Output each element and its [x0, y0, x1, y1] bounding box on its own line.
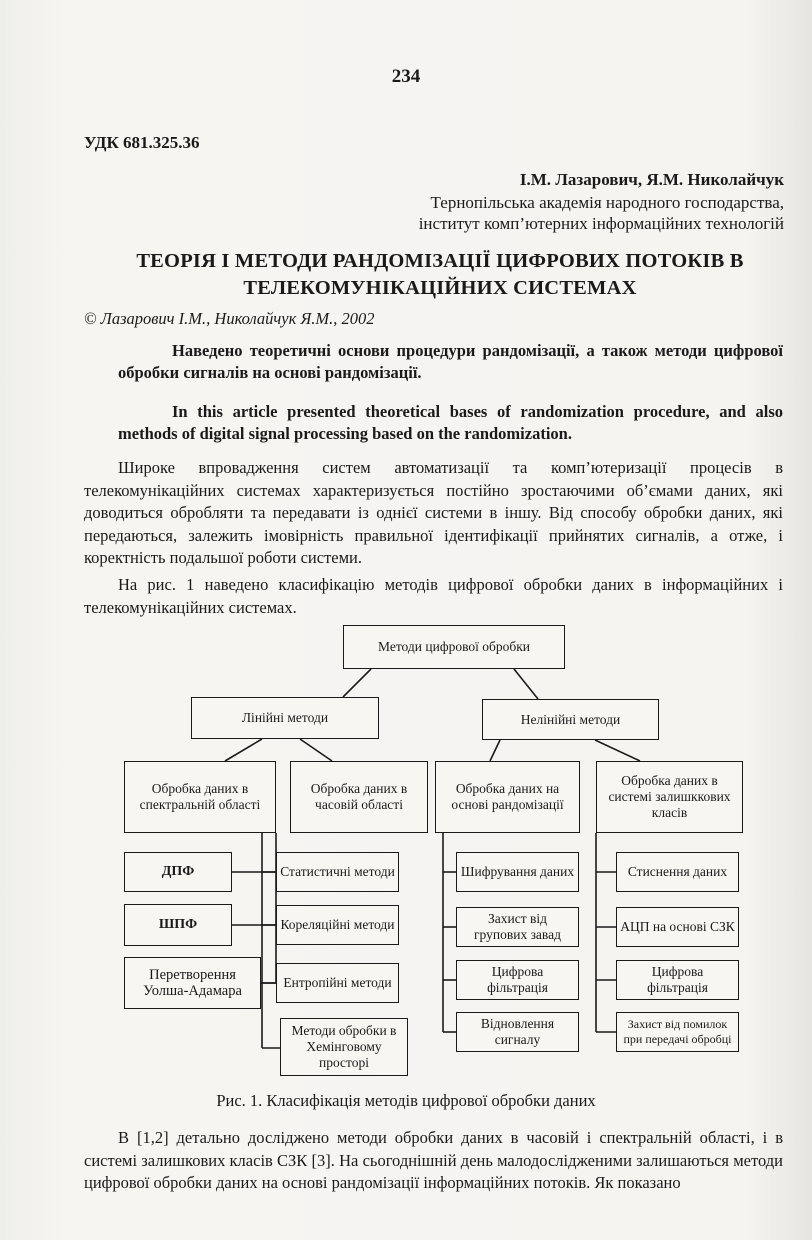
item-digital-filter-random: Цифрова фільтрація: [456, 960, 579, 1000]
paragraph-methods: В [1,2] детально досліджено методи обробки даних в часовій і спектральній області, і в системі залишкових класів СЗК [3]. На сьогоднішній день малодослідженими залишаються методи цифрової обробки даних на основі рандомізації інформаційних потоків. Як показано: [84, 1128, 783, 1192]
affiliation-line1: Тернопільська академія народного господарства,: [430, 193, 784, 212]
connector-linear-spectral: [225, 739, 262, 761]
authors: І.М. Лазарович, Я.М. Николайчук: [519, 170, 784, 189]
item-walsh-hadamard: Перетворення Уолша-Адамара: [124, 957, 261, 1009]
item-compression: Стиснення даних: [616, 852, 739, 892]
udk-code: УДК 681.325.36: [84, 133, 200, 152]
item-entropy: Ентропійні методи: [276, 963, 399, 1003]
diagram-root: Методи цифрової обробки: [343, 625, 565, 669]
abstract-ua: Наведено теоретичні основи процедури рандомізації, а також методи цифрової обробки сигналів на основі рандомізації.: [118, 341, 783, 382]
paragraph-figure-ref: На рис. 1 наведено класифікацію методів цифрової обробки даних в інформаційних і телекомунікаційних системах.: [84, 575, 783, 617]
item-statistical: Статистичні методи: [276, 852, 399, 892]
diagram-cat-time: Обробка даних в часовій області: [290, 761, 428, 833]
item-burst-protection: Захист від групових завад: [456, 907, 579, 947]
page-number: 234: [391, 66, 421, 87]
affiliation-line2: інститут комп’ютерних інформаційних технологій: [418, 214, 784, 233]
abstract-en: In this article presented theoretical bases of randomization procedure, and also methods of digital signal processing based on the randomization.: [118, 402, 783, 443]
item-dft: ДПФ: [124, 852, 232, 892]
diagram-cat-random: Обробка даних на основі рандомізації: [435, 761, 580, 833]
copyright: © Лазарович І.М., Николайчук Я.М., 2002: [84, 309, 375, 328]
item-correlation: Кореляційні методи: [276, 905, 399, 945]
item-hamming: Методи обробки в Хемінговому просторі: [280, 1018, 408, 1076]
diagram-cat-residue: Обробка даних в системі залишккових класів: [596, 761, 743, 833]
item-adc-rns: АЦП на основі СЗК: [616, 907, 739, 947]
item-digital-filter-residue: Цифрова фільтрація: [616, 960, 739, 1000]
item-signal-recovery: Відновлення сигналу: [456, 1012, 579, 1052]
connector-linear-time: [300, 739, 332, 761]
item-fft: ШПФ: [124, 904, 232, 946]
connector-root-nonlinear: [514, 669, 538, 699]
figure-caption: Рис. 1. Класифікація методів цифрової обробки даних: [216, 1091, 596, 1110]
item-error-protection: Захист від помилок при передачі обробці: [616, 1012, 739, 1052]
paragraph-intro: Широке впровадження систем автоматизації та комп’ютеризації процесів в телекомунікаційних системах характеризується постійно зростаючими об’ємами даних, які доводиться обробляти та передавати із однієї системи в іншу. Від способу обробки даних, які передаються, залежить імовірність правильної ідентифікації прийнятих сигналів, а отже, і коректність подальшої роботи системи.: [84, 458, 783, 567]
diagram-nonlinear: Нелінійні методи: [482, 699, 659, 740]
connector-nonlinear-residue: [595, 740, 640, 761]
diagram-cat-spectral: Обробка даних в спектральній області: [124, 761, 276, 833]
connector-nonlinear-random: [490, 740, 500, 761]
paper-title: ТЕОРІЯ І МЕТОДИ РАНДОМІЗАЦІЇ ЦИФРОВИХ ПОТОКІВ В ТЕЛЕКОМУНІКАЦІЙНИХ СИСТЕМАХ: [136, 250, 744, 299]
connector-root-linear: [343, 669, 371, 697]
item-encryption: Шифрування даних: [456, 852, 579, 892]
diagram-linear: Лінійні методи: [191, 697, 379, 739]
